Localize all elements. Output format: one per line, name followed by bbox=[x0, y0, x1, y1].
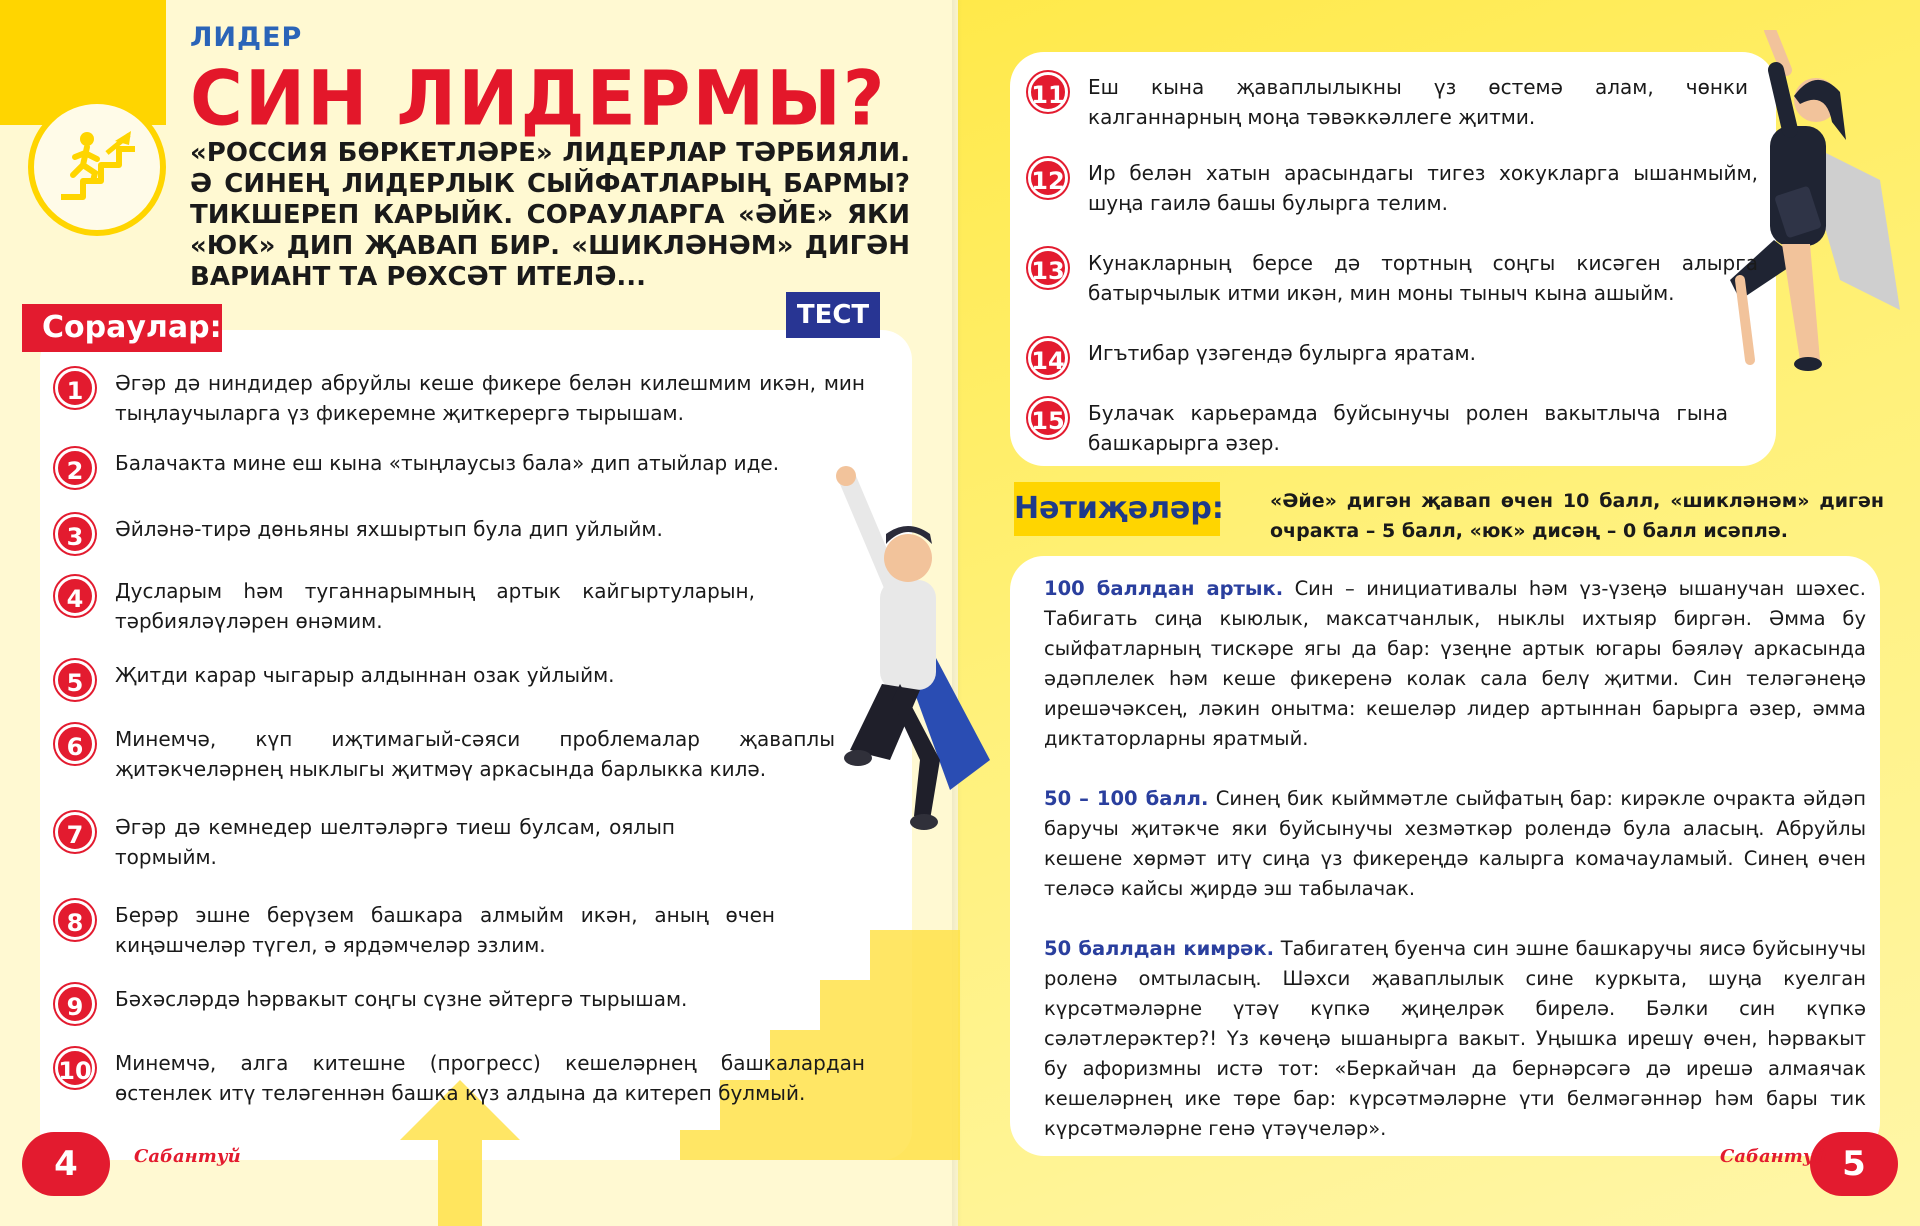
question-text: Булачак карьерамда буйсынучы ролен вакытлыча гына башкарырга әзер. bbox=[1088, 401, 1728, 455]
test-badge: ТЕСТ bbox=[786, 292, 880, 338]
question-text: Минемчә, күп иҗтимагый-сәяси проблемалар җаваплы җитәкчеләрнең ныклыгы җитмәү аркасында барлыкка килә. bbox=[115, 727, 835, 781]
question-item bbox=[55, 448, 865, 488]
question-number: 2 bbox=[55, 448, 95, 488]
question-text: Дусларым һәм туганнарымның артык кайгыртуларын, тәрбияләүләрен өнәмим. bbox=[115, 579, 755, 633]
question-item bbox=[55, 1048, 865, 1108]
question-text: Минемчә, алга китешне (прогресс) кешеләрнең башкалардан өстенлек итү теләгеннән башка күз алдына да китереп булмый. bbox=[115, 1051, 865, 1105]
question-item bbox=[55, 900, 775, 960]
superhero-woman-illustration bbox=[1730, 30, 1910, 440]
result-block bbox=[1044, 934, 1866, 1144]
result-body: Син – инициативалы һәм үз-үзеңә ышанучан шәхес. Табигать сиңа кыюлык, максатчанлык, ныклы ихтыяр биргән. Әмма бу сыйфатларның тискәре ягы да бар: үзеңне артык югары бәяләү аркасында әдәплелек һәм кеше фикеренә колак сала белү җитми. Син теләгәнеңә ирешәчәксең, ләкин онытма: кешеләр лидер артыннан барырга әзер, әмма диктаторларны яратмый. bbox=[1044, 577, 1866, 750]
question-text: Балачакта мине еш кына «тыңлаусыз бала» дип атыйлар иде. bbox=[115, 451, 780, 475]
result-heading: 50 – 100 балл. bbox=[1044, 787, 1209, 810]
result-heading: 50 баллдан кимрәк. bbox=[1044, 937, 1275, 960]
question-item bbox=[1028, 338, 1728, 378]
question-item bbox=[55, 660, 775, 700]
question-text: Ир белән хатын арасындагы тигез хокукларга ышанмыйм, шуңа гаилә башы булырга телим. bbox=[1088, 161, 1758, 215]
question-item bbox=[55, 576, 755, 636]
result-heading: 100 баллдан артык. bbox=[1044, 577, 1284, 600]
brand-logo-right: Сабантуй bbox=[1720, 1146, 1827, 1167]
question-number: 1 bbox=[55, 368, 95, 408]
result-body: Синең бик кыйммәтле сыйфатың бар: кирәкле очракта әйдәп баручы җитәкче яки буйсынучы хезмәткәр ролендә була аласың. Абруйлы кешене хөрмәт итү сиңа үз фикереңдә калырга комачауламый. Синең өчен теләсә кайсы җирдә эш табылачак. bbox=[1044, 787, 1866, 900]
question-text: Әйләнә-тирә дөньяны яхшыртып була дип уйлыйм. bbox=[115, 517, 663, 541]
scoring-rules: «Әйе» дигән җавап өчен 10 балл, «шикләнәм» дигән очракта – 5 балл, «юк» дисәң – 0 балл исәплә. bbox=[1270, 490, 1884, 542]
question-text: Еш кына җаваплылыкны үз өстемә алам, чөнки калганнарның моңа тәвәккәллеге җитми. bbox=[1088, 75, 1748, 129]
question-number: 6 bbox=[55, 724, 95, 764]
question-number: 9 bbox=[55, 984, 95, 1024]
leader-logo bbox=[28, 98, 166, 236]
result-block bbox=[1044, 574, 1866, 754]
question-number: 15 bbox=[1028, 398, 1068, 438]
page-number-left: 4 bbox=[22, 1132, 110, 1196]
superhero-man-illustration bbox=[780, 460, 1020, 880]
intro-text: «РОССИЯ БӨРКЕТЛӘРЕ» ЛИДЕРЛАР ТӘРБИЯЛИ. Ә СИНЕҢ ЛИДЕРЛЫК СЫЙФАТЛАРЫҢ БАРМЫ? ТИКШЕРЕП КАРЫЙК. СОРАУЛАРГА «ӘЙЕ» ЯКИ «ЮК» ДИП ҖАВАП БИР. «ШИКЛӘНӘМ» ДИГӘН ВАРИАНТ ТА РӨХСӘТ ИТЕЛӘ... bbox=[190, 138, 910, 292]
question-number: 12 bbox=[1028, 158, 1068, 198]
questions-label: Сораулар: bbox=[22, 304, 222, 352]
page-number-right: 5 bbox=[1810, 1132, 1898, 1196]
results-text bbox=[1044, 574, 1866, 1174]
page-title: СИН ЛИДЕРМЫ? bbox=[190, 53, 887, 143]
question-number: 7 bbox=[55, 812, 95, 852]
question-item bbox=[55, 984, 835, 1024]
brand-logo-left: Сабантуй bbox=[134, 1146, 241, 1167]
question-item bbox=[55, 368, 865, 428]
question-text: Бәхәсләрдә һәрвакыт соңгы сүзне әйтергә тырышам. bbox=[115, 987, 688, 1011]
question-number: 4 bbox=[55, 576, 95, 616]
question-number: 8 bbox=[55, 900, 95, 940]
question-number: 14 bbox=[1028, 338, 1068, 378]
question-item bbox=[1028, 398, 1728, 458]
question-item bbox=[1028, 72, 1748, 132]
question-text: Кунакларның берсе дә тортның соңгы кисәген алырга батырчылык итми икән, мин моны тыныч кына ашыйм. bbox=[1088, 251, 1758, 305]
result-body: Табигатең буенча син эшне башкаручы яисә буйсынучы роленә омтыласың. Шәхси җаваплылык сине куркыта, шуңа куелган күрсәтмәләрне үтәү күпкә җиңелрәк бирелә. Бәлки син күпкә сәләтлерәктер?! Үз көчеңә ышанырга вакыт. Уңышка ирешү өчен, һәрвакыт бу афоризмны истә тот: «Беркайчан да бернәрсәгә дә ирешә алмаячак кешеләрнең ике төре бар: күрсәтмәләрне үти белмәгәннәр һәм бары тик күрсәтмәләрне генә үтәүчеләр». bbox=[1044, 937, 1866, 1140]
question-number: 5 bbox=[55, 660, 95, 700]
section-label: ЛИДЕР bbox=[190, 22, 303, 53]
question-text: Берәр эшне берүзем башкара алмыйм икән, аның өчен киңәшчеләр түгел, ә ярдәмчеләр эзлим. bbox=[115, 903, 775, 957]
result-block bbox=[1044, 784, 1866, 904]
question-number: 11 bbox=[1028, 72, 1068, 112]
question-text: Әгәр дә ниндидер абруйлы кеше фикере белән килешмим икән, мин тыңлаучыларга үз фикеремне җиткерергә тырышам. bbox=[115, 371, 865, 425]
question-number: 10 bbox=[55, 1048, 95, 1088]
question-text: Җитди карар чыгарыр алдыннан озак уйлыйм. bbox=[115, 663, 615, 687]
results-label: Нәтиҗәләр: bbox=[1014, 482, 1220, 536]
question-number: 3 bbox=[55, 514, 95, 554]
question-text: Игътибар үзәгендә булырга яратам. bbox=[1088, 341, 1476, 365]
stairs-climber-icon bbox=[49, 119, 145, 215]
question-text: Әгәр дә кемнедер шелтәләргә тиеш булсам, оялып тормыйм. bbox=[115, 815, 675, 869]
question-item bbox=[55, 812, 675, 872]
question-number: 13 bbox=[1028, 248, 1068, 288]
question-item bbox=[1028, 248, 1758, 308]
question-item bbox=[55, 514, 775, 554]
question-item bbox=[1028, 158, 1758, 218]
question-item bbox=[55, 724, 835, 784]
